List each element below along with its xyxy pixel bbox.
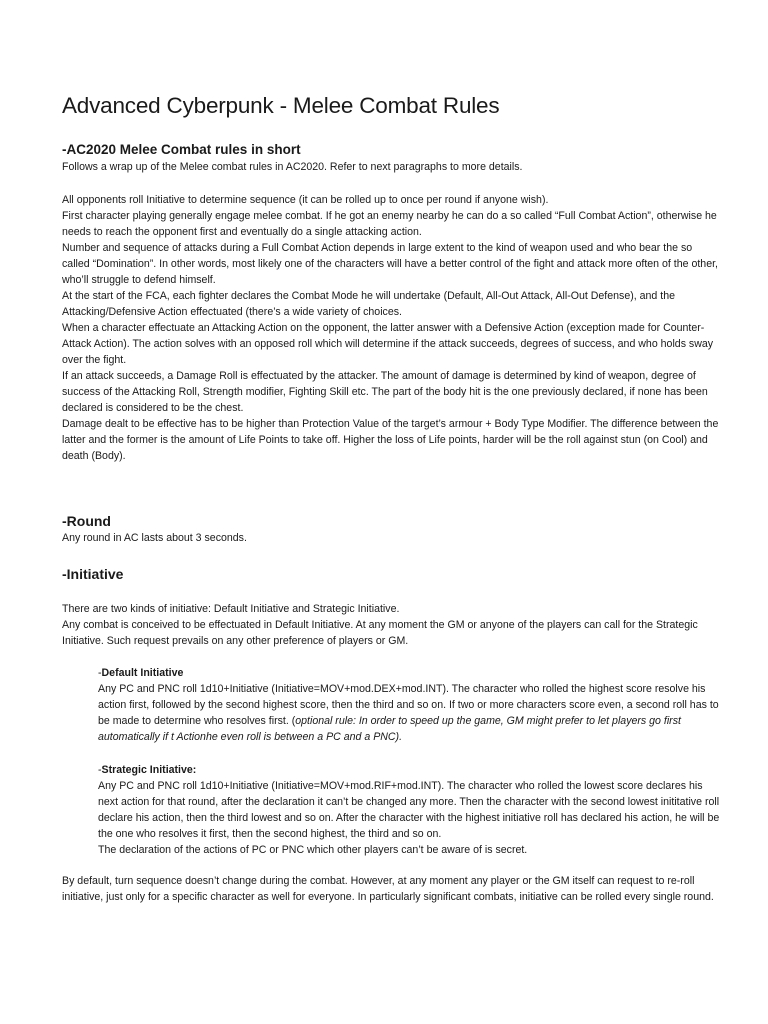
section-short-intro: Follows a wrap up of the Melee combat rules in AC2020. Refer to next paragraphs to more details.	[62, 161, 523, 173]
strategic-initiative-heading: -Strategic Initiative:	[98, 764, 197, 776]
section-initiative-intro: There are two kinds of initiative: Default Initiative and Strategic Initiative. Any combat is conceived to be effectuated in Default Initiative. At any moment the GM or anyone of the players can call for the Strategic Initiative. Such request prevails on any other preference of players or GM.	[62, 603, 698, 647]
section-short-body	[62, 192, 722, 464]
paragraph: First character playing generally engage melee combat. If he got an enemy nearby he can do a so called “Full Combat Action”, otherwise he needs to reach the opponent first and eventually do a single attacking action.	[62, 210, 717, 238]
paragraph: When a character effectuate an Attacking Action on the opponent, the latter answer with a Defensive Action (exception made for Counter-Attack Action). The action solves with an opposed roll which will determine if the attack succeeds, degrees of success, and who holds sway over the fight.	[62, 322, 714, 366]
default-initiative-heading: -Default Initiative	[98, 667, 184, 679]
initiative-closing: By default, turn sequence doesn’t change during the combat. However, at any moment any player or the GM itself can request to re-roll initiative, just only for a specific character as well for everyone. In particularly significant combats, initiative can be rolled every single round.	[62, 875, 714, 903]
section-initiative-heading: -Initiative	[62, 566, 124, 582]
paragraph: If an attack succeeds, a Damage Roll is effectuated by the attacker. The amount of damage is determined by kind of weapon, degree of success of the Attacking Roll, Strength modifier, Fighting Skill etc. The part of the body hit is the one previously declared, if none has been declared is considered to be the chest.	[62, 370, 708, 414]
default-initiative-text: Any PC and PNC roll 1d10+Initiative (Initiative=MOV+mod.DEX+mod.INT). The character who rolled the highest score resolve his action first, followed by the second highest score, then the third and so on. If two or more characters score even, a second roll has to be made to determine who resolves first. (optional rule: In order to speed up the game, GM might prefer to let players go first automatically if t Actionhe even roll is between a PC and a PNC).	[98, 683, 719, 743]
paragraph: Number and sequence of attacks during a Full Combat Action depends in large extent to the kind of weapon used and who bear the so called “Domination”. In other words, most likely one of the characters will have a better control of the fight and attack more often of the other, who’ll struggle to defend himself.	[62, 242, 718, 286]
paragraph: Damage dealt to be effective has to be higher than Protection Value of the target’s armour + Body Type Modifier. The difference between the latter and the former is the amount of Life Points to take off. Higher the loss of Life points, harder will be the roll against stun (on Cool) and death (Body).	[62, 418, 719, 462]
strategic-initiative-block	[62, 762, 722, 778]
strategic-initiative-body: Any PC and PNC roll 1d10+Initiative (Initiative=MOV+mod.RIF+mod.INT). The character who rolled the lowest score declares his next action for that round, after the declaration it can’t be changed any more. Then the character with the second lowest inititative roll declare his action, then the third lowest and so on. After the character with the highest initiative roll has declared his action, he will be the one who resolves it first, then the second highest, the third and so on. The declaration of the actions of PC or PNC which other players can’t be aware of is secret.	[98, 780, 720, 856]
section-round-heading: -Round	[62, 513, 111, 529]
paragraph: At the start of the FCA, each fighter declares the Combat Mode he will undertake (Default, All-Out Attack, All-Out Defense), and the Attacking/Defensive Action effectuated (there’s a wide variety of choices.	[62, 290, 675, 318]
paragraph: All opponents roll Initiative to determine sequence (it can be rolled up to once per round if anyone wish).	[62, 194, 549, 206]
page-title: Advanced Cyberpunk - Melee Combat Rules	[62, 93, 500, 118]
default-initiative-block	[62, 665, 722, 681]
section-short-heading: -AC2020 Melee Combat rules in short	[62, 142, 301, 157]
section-round-text: Any round in AC lasts about 3 seconds.	[62, 532, 247, 544]
